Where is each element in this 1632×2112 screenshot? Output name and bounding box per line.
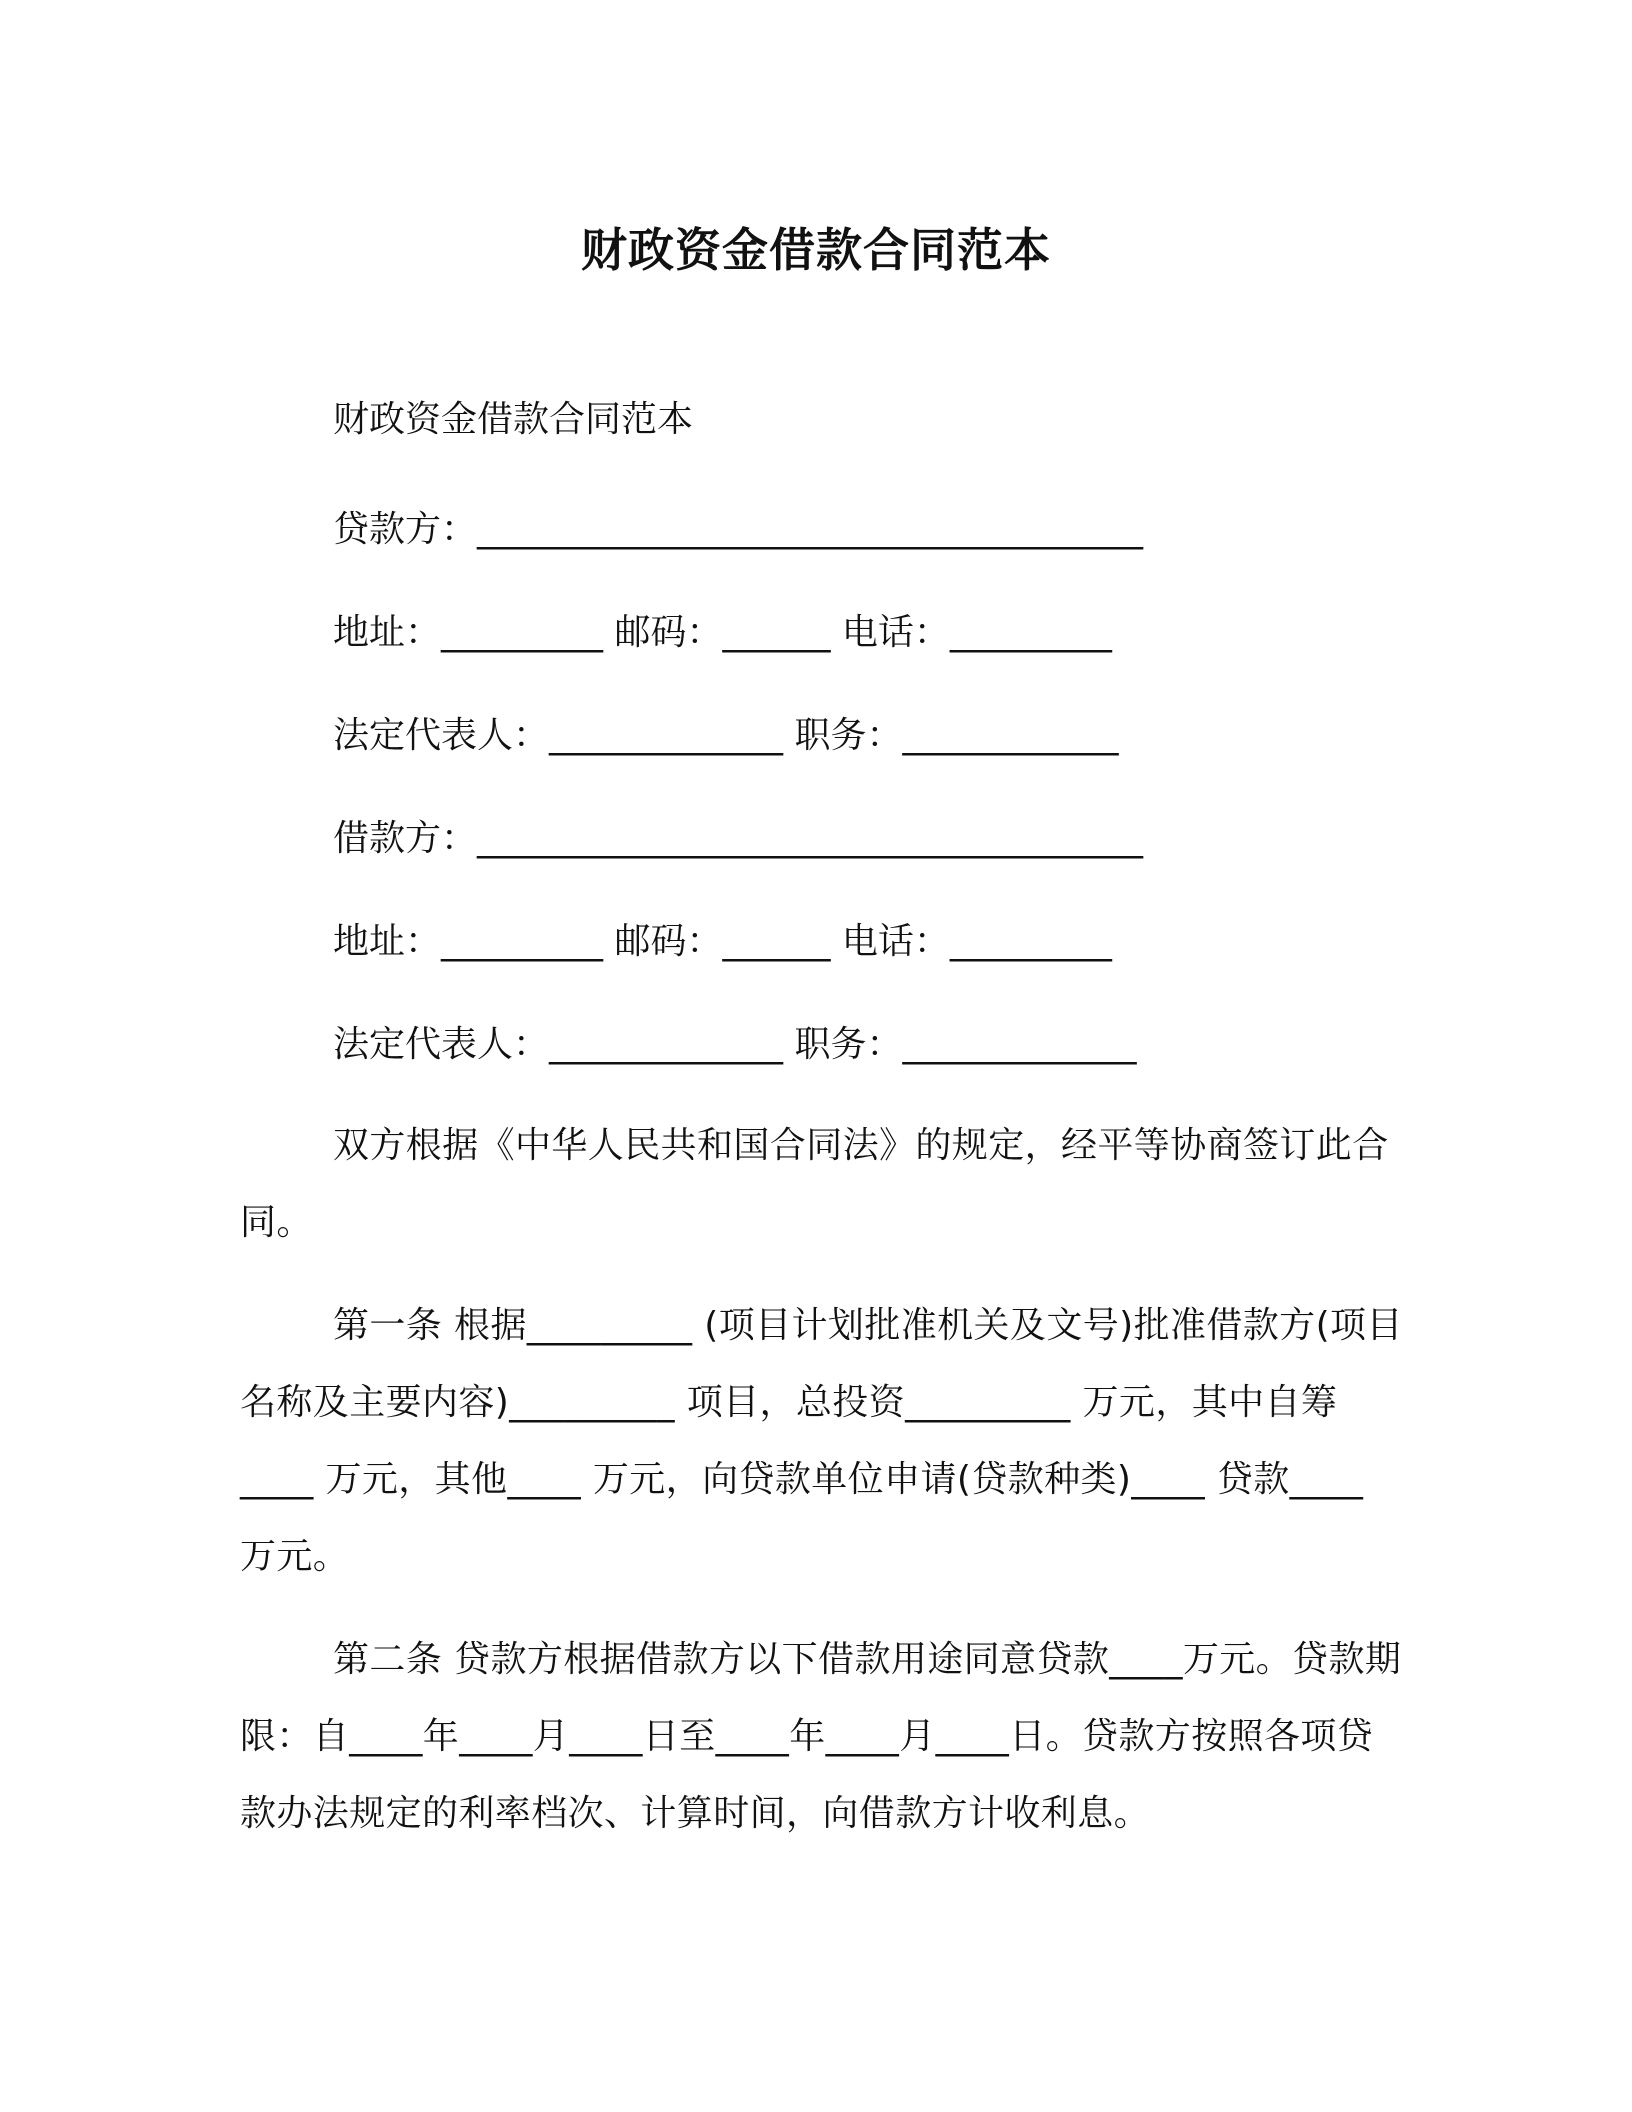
article-2-paragraph: 第二条 贷款方根据借款方以下借款用途同意贷款____万元。贷款期限：自____年____月____日至____年____月____日。贷款方按照各项贷款办法规定的利率档次、计算时间，向借款方计收利息。 bbox=[240, 1639, 1402, 1834]
article-1-paragraph: 第一条 根据_________ (项目计划批准机关及文号)批准借款方(项目名称及主要内容)_________ 项目，总投资_________ 万元，其中自筹____ 万元，其他____ 万元，向贷款单位申请(贷款种类)____ 贷款____ 万元。 bbox=[240, 1305, 1403, 1577]
preamble-paragraph: 双方根据《中华人民共和国合同法》的规定，经平等协商签订此合同。 bbox=[240, 1125, 1389, 1243]
borrower-line: 借款方：_____________________________________ bbox=[333, 818, 1144, 859]
lender-line: 贷款方：_____________________________________ bbox=[333, 509, 1144, 550]
lender-contact-line: 地址：_________ 邮码：______ 电话：_________ bbox=[333, 612, 1112, 653]
subtitle: 财政资金借款合同范本 bbox=[333, 399, 694, 440]
borrower-representative-line: 法定代表人：_____________ 职务：_____________ bbox=[333, 1024, 1137, 1065]
document-title: 财政资金借款合同范本 bbox=[581, 223, 1051, 277]
lender-representative-line: 法定代表人：_____________ 职务：____________ bbox=[333, 715, 1119, 756]
borrower-contact-line: 地址：_________ 邮码：______ 电话：_________ bbox=[333, 921, 1112, 962]
